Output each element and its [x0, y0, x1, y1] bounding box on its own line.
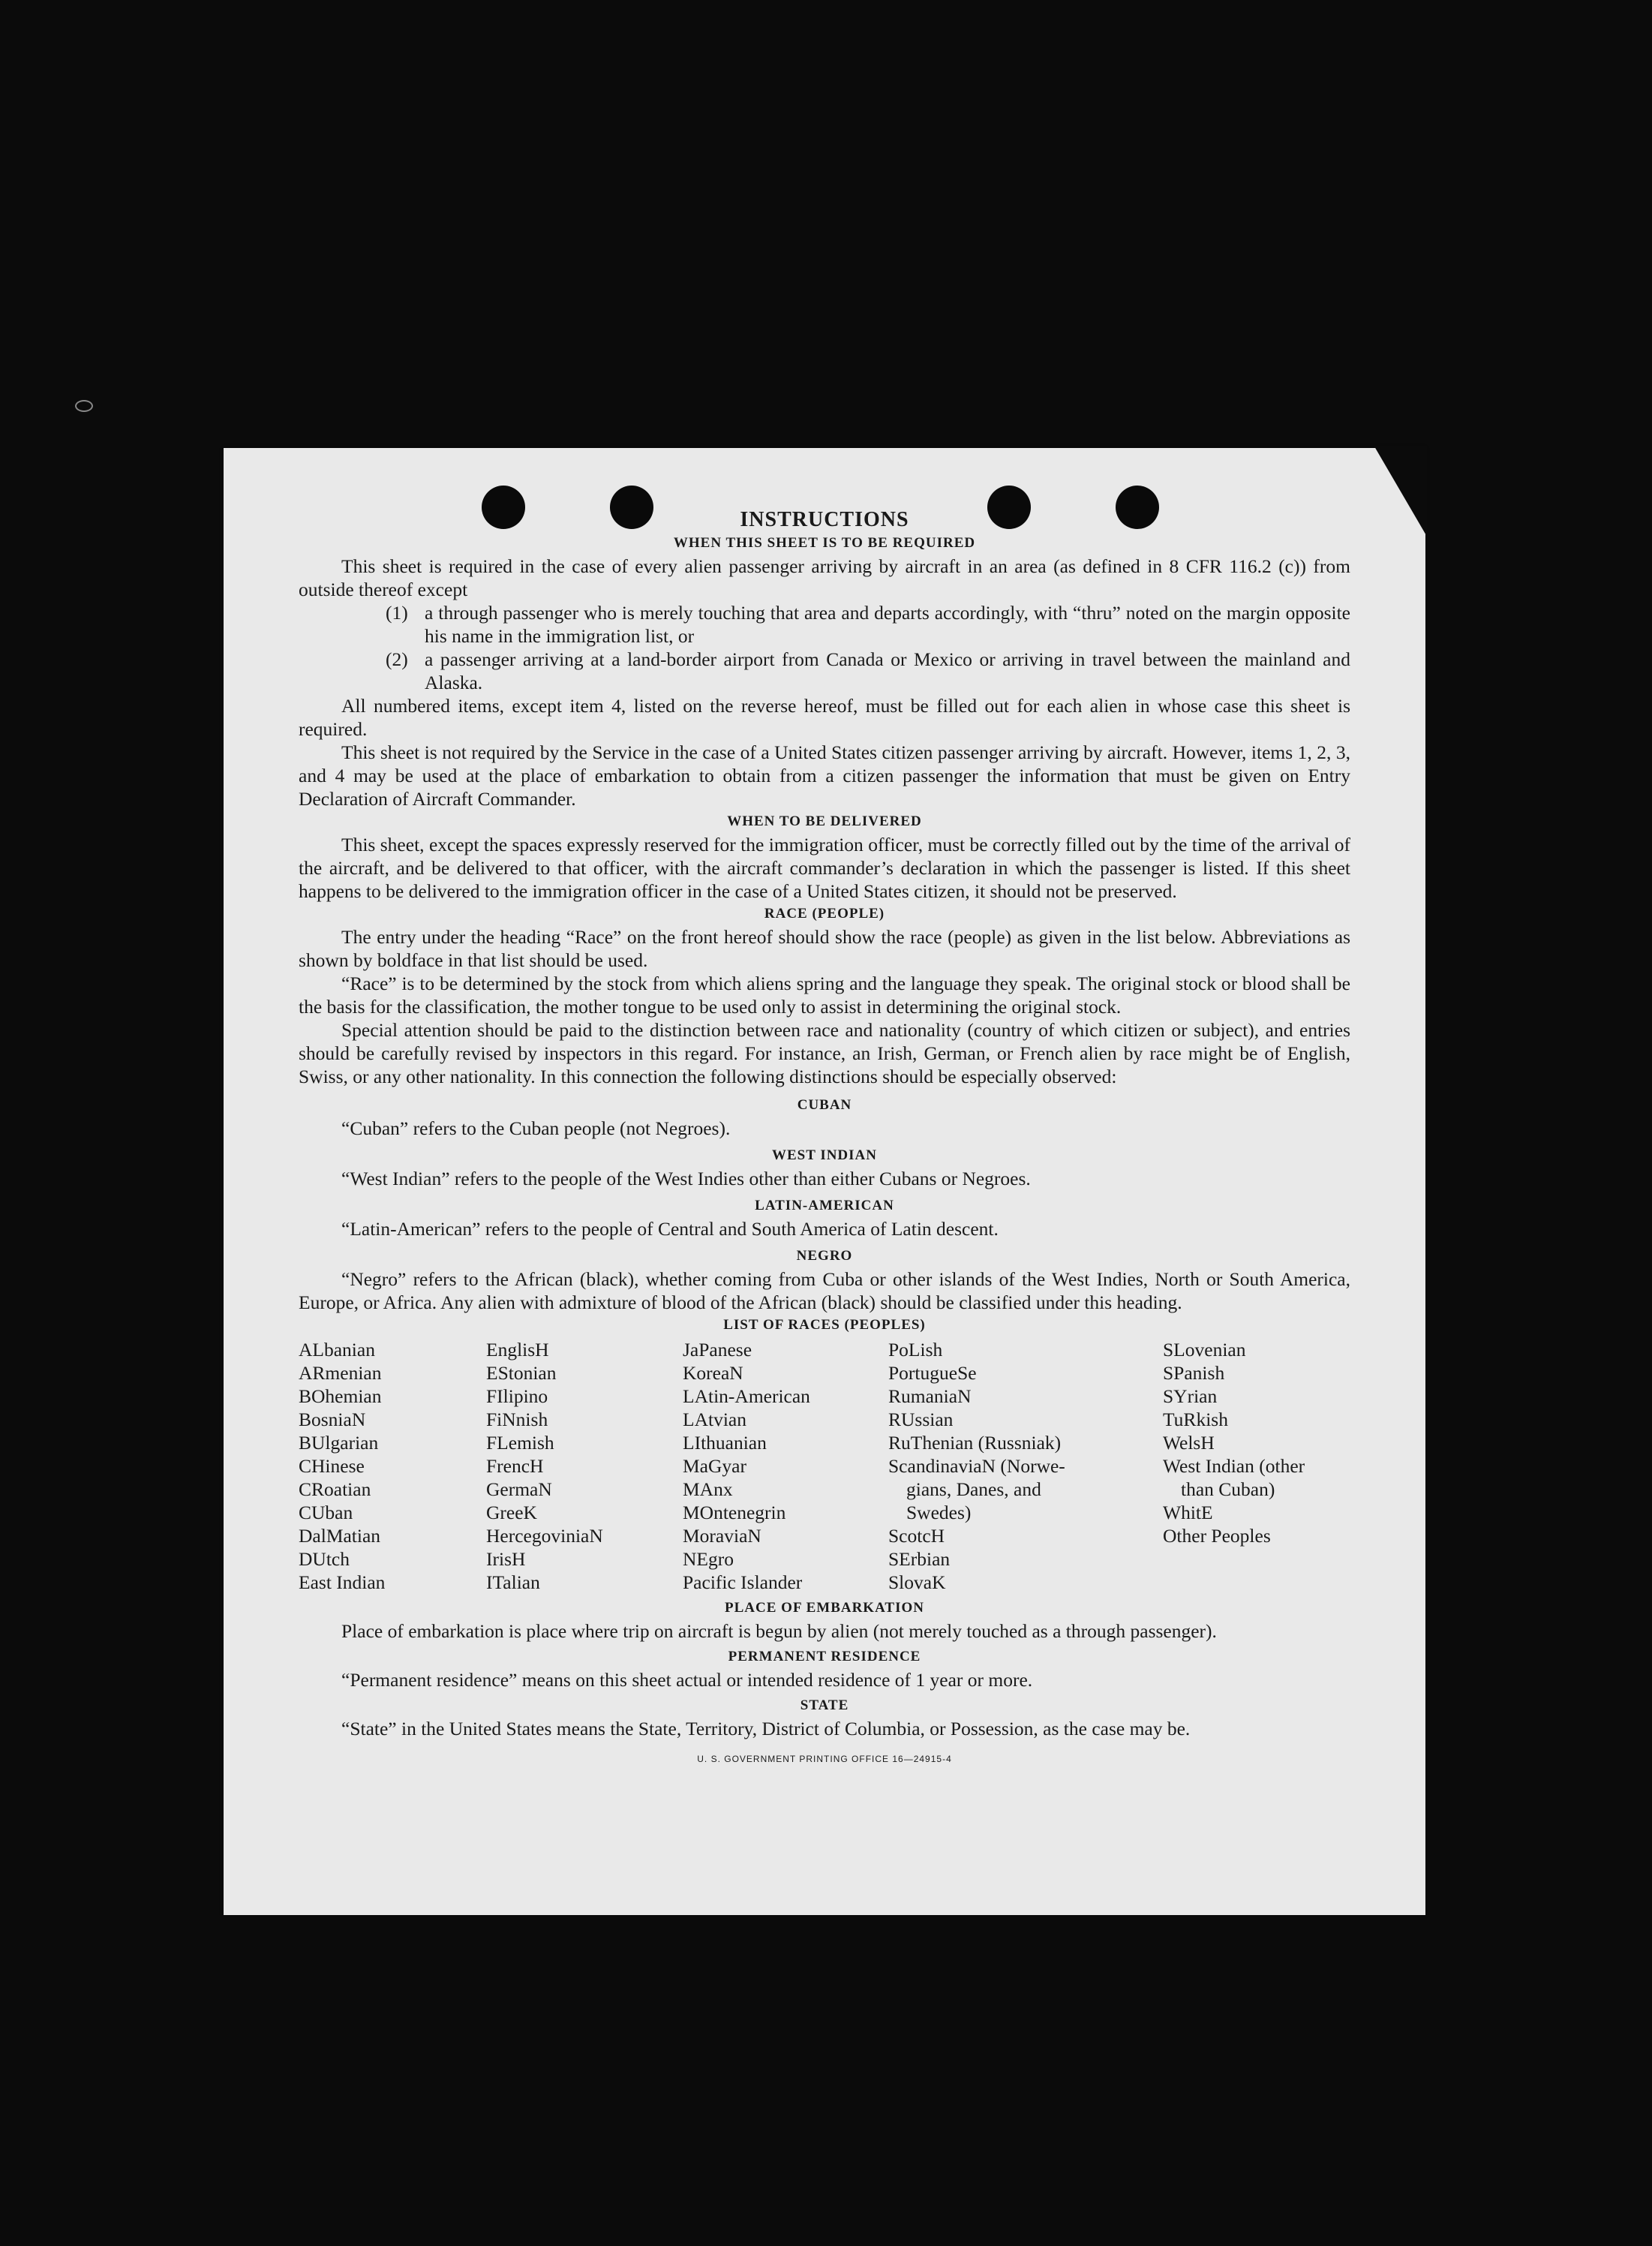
race-entry: BosniaN	[299, 1409, 366, 1430]
paragraph: “Negro” refers to the African (black), whether coming from Cuba or other islands of the West Indies, North or South America, Europe, or Africa. Any alien with admixture of blood of the African (black) should be classified under this heading.	[299, 1268, 1350, 1313]
race-entry: Pacific Islander	[683, 1571, 803, 1593]
paragraph: This sheet is required in the case of every alien passenger arriving by aircraft in an area (as defined in 8 CFR 116.2 (c)) from outside thereof except	[299, 555, 1350, 600]
race-entry: TuRkish	[1163, 1409, 1228, 1430]
race-entry: NEgro	[683, 1548, 734, 1570]
race-entry: MAnx	[683, 1478, 733, 1500]
race-entry: Swedes)	[906, 1502, 972, 1523]
races-column	[888, 1338, 1163, 1594]
torn-corner	[1374, 446, 1427, 537]
instructions-content	[299, 508, 1350, 1771]
races-column	[486, 1338, 683, 1594]
races-column	[299, 1338, 486, 1594]
heading-residence: PERMANENT RESIDENCE	[728, 1649, 921, 1664]
race-entry: MaGyar	[683, 1455, 746, 1477]
race-entry: ITalian	[486, 1571, 540, 1593]
race-entry: MoraviaN	[683, 1525, 761, 1547]
list-item	[386, 601, 1350, 648]
race-entry: ARmenian	[299, 1362, 382, 1384]
race-entry: CHinese	[299, 1455, 365, 1477]
race-entry: FiNnish	[486, 1409, 548, 1430]
race-entry: MOntenegrin	[683, 1502, 786, 1523]
race-entry: East Indian	[299, 1571, 386, 1593]
race-entry: GermaN	[486, 1478, 552, 1500]
race-entry: IrisH	[486, 1548, 526, 1570]
race-entry: FrencH	[486, 1455, 544, 1477]
race-entry: DUtch	[299, 1548, 350, 1570]
heading-cuban: CUBAN	[797, 1097, 852, 1113]
paragraph: This sheet is not required by the Service in the case of a United States citizen passenger arriving by aircraft. However, items 1, 2, 3, and 4 may be used at the place of embarkation to obtain from a citizen passenger the information that must be given on Entry Declaration of Aircraft Commander.	[299, 741, 1350, 810]
document-sheet	[224, 448, 1425, 1915]
race-entry: ScotcH	[888, 1525, 945, 1547]
race-entry: WhitE	[1163, 1502, 1213, 1523]
race-entry: BOhemian	[299, 1385, 382, 1407]
race-entry: LIthuanian	[683, 1432, 767, 1454]
paragraph: All numbered items, except item 4, listed on the reverse hereof, must be filled out for each alien in whose case this sheet is required.	[299, 695, 1350, 740]
races-column	[1163, 1338, 1350, 1594]
race-entry: EnglisH	[486, 1339, 549, 1361]
race-entry: RUssian	[888, 1409, 954, 1430]
race-entry: SlovaK	[888, 1571, 946, 1593]
heading-negro: NEGRO	[796, 1248, 853, 1264]
race-entry: HercegoviniaN	[486, 1525, 603, 1547]
race-entry: LAtvian	[683, 1409, 746, 1430]
heading-when-required: WHEN THIS SHEET IS TO BE REQUIRED	[673, 535, 976, 551]
race-entry: BUlgarian	[299, 1432, 379, 1454]
race-entry: CUban	[299, 1502, 353, 1523]
race-entry: SLovenian	[1163, 1339, 1246, 1361]
paragraph: The entry under the heading “Race” on the front hereof should show the race (people) as given in the list below. Abbreviations as shown by boldface in that list should be used.	[299, 926, 1350, 971]
heading-state: STATE	[800, 1697, 849, 1713]
race-entry: ScandinaviaN (Norwe-	[888, 1455, 1065, 1477]
race-entry: JaPanese	[683, 1339, 752, 1361]
race-entry: RuThenian (Russniak)	[888, 1432, 1062, 1454]
item-text: a passenger arriving at a land-border airport from Canada or Mexico or arriving in travel between the mainland and Alaska.	[425, 648, 1350, 693]
list-item	[386, 648, 1350, 694]
heading-latin-american: LATIN-AMERICAN	[755, 1198, 894, 1213]
heading-when-delivered: WHEN TO BE DELIVERED	[727, 813, 922, 829]
race-entry: KoreaN	[683, 1362, 743, 1384]
page-title: INSTRUCTIONS	[740, 508, 909, 531]
race-entry: SPanish	[1163, 1362, 1225, 1384]
race-entry: SYrian	[1163, 1385, 1218, 1407]
paragraph: “Race” is to be determined by the stock from which aliens spring and the language they speak. The original stock or blood shall be the basis for the classification, the mother tongue to be used only to assist in determining the original stock.	[299, 973, 1350, 1018]
race-entry: FLemish	[486, 1432, 554, 1454]
item-text: a through passenger who is merely touching that area and departs accordingly, with “thru” noted on the margin opposite his name in the immigration list, or	[425, 602, 1350, 647]
race-entry: EStonian	[486, 1362, 557, 1384]
paragraph: “State” in the United States means the State, Territory, District of Columbia, or Possession, as the case may be.	[341, 1718, 1191, 1739]
races-list	[299, 1338, 1350, 1594]
races-column	[683, 1338, 888, 1594]
paragraph: Place of embarkation is place where trip on aircraft is begun by alien (not merely touched as a through passenger).	[341, 1620, 1217, 1642]
race-entry: LAtin-American	[683, 1385, 810, 1407]
paragraph: Special attention should be paid to the distinction between race and nationality (country of which citizen or subject), and entries should be carefully revised by inspectors in this regard. For instance, an Irish, German, or French alien by race might be of English, Swiss, or any other nationality. In this connection the following distinctions should be especially observed:	[299, 1019, 1350, 1087]
heading-embarkation: PLACE OF EMBARKATION	[725, 1600, 924, 1616]
heading-list-of-races: LIST OF RACES (PEOPLES)	[723, 1317, 926, 1333]
heading-race: RACE (PEOPLE)	[764, 906, 885, 922]
race-entry: gians, Danes, and	[906, 1478, 1041, 1500]
item-number: (1)	[386, 602, 408, 624]
race-entry: than Cuban)	[1181, 1478, 1275, 1500]
race-entry: Other Peoples	[1163, 1525, 1271, 1547]
race-entry: West Indian (other	[1163, 1455, 1305, 1477]
paragraph: “Latin-American” refers to the people of Central and South America of Latin descent.	[341, 1218, 999, 1240]
race-entry: DalMatian	[299, 1525, 381, 1547]
race-entry: PoLish	[888, 1339, 943, 1361]
paragraph: This sheet, except the spaces expressly reserved for the immigration officer, must be correctly filled out by the time of the arrival of the aircraft, and be delivered to that officer, with the aircraft commander’s declaration in which the passenger is listed. If this sheet happens to be delivered to the immigration officer in the case of a United States citizen, it should not be preserved.	[299, 834, 1350, 902]
race-entry: RumaniaN	[888, 1385, 972, 1407]
race-entry: FIlipino	[486, 1385, 548, 1407]
race-entry: CRoatian	[299, 1478, 371, 1500]
heading-west-indian: WEST INDIAN	[772, 1147, 877, 1163]
item-number: (2)	[386, 648, 408, 670]
paragraph: “Cuban” refers to the Cuban people (not Negroes).	[341, 1117, 731, 1139]
paragraph: “Permanent residence” means on this sheet actual or intended residence of 1 year or more.	[341, 1669, 1033, 1691]
paragraph: “West Indian” refers to the people of the West Indies other than either Cubans or Negroes.	[341, 1168, 1031, 1189]
race-entry: GreeK	[486, 1502, 537, 1523]
race-entry: WelsH	[1163, 1432, 1215, 1454]
race-entry: PortugueSe	[888, 1362, 977, 1384]
race-entry: ALbanian	[299, 1339, 375, 1361]
printer-footer: U. S. GOVERNMENT PRINTING OFFICE 16—24915-4	[697, 1754, 952, 1764]
race-entry: SErbian	[888, 1548, 951, 1570]
